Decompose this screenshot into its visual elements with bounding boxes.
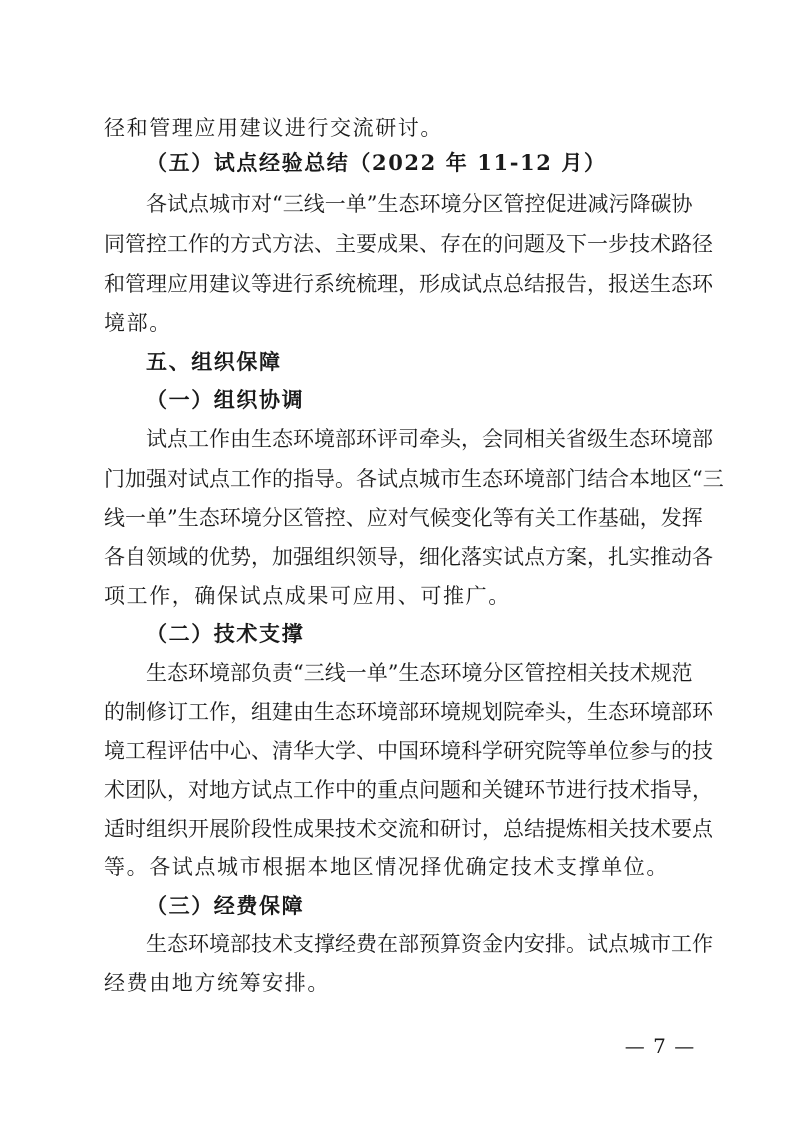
- chapter-heading-organization: 五、组织保障: [146, 349, 282, 374]
- paragraph-line: 门加强对试点工作的指导。各试点城市生态环境部门结合本地区“三: [104, 467, 724, 491]
- paragraph-line: 术团队，对地方试点工作中的重点问题和关键环节进行技术指导，: [104, 778, 713, 802]
- paragraph-line: 境部。: [104, 311, 172, 335]
- paragraph-line: 的制修订工作，组建由生态环境部环境规划院牵头，生态环境部环: [104, 700, 713, 724]
- section-heading-coordination: （一）组织协调: [146, 387, 305, 412]
- section-heading-pilot-summary: （五）试点经验总结（2022 年 11-12 月）: [146, 150, 607, 175]
- page-number: — 7 —: [624, 1034, 696, 1058]
- paragraph-line: 等。各试点城市根据本地区情况择优确定技术支撑单位。: [104, 855, 669, 879]
- paragraph-line: 和管理应用建议等进行系统梳理，形成试点总结报告，报送生态环: [104, 272, 713, 296]
- paragraph-line: 境工程评估中心、清华大学、中国环境科学研究院等单位参与的技: [104, 739, 713, 763]
- paragraph-line: 同管控工作的方式方法、主要成果、存在的问题及下一步技术路径: [104, 232, 713, 256]
- paragraph-line: 试点工作由生态环境部环评司牵头，会同相关省级生态环境部: [146, 427, 713, 451]
- section-heading-tech-support: （二）技术支撑: [146, 621, 305, 646]
- paragraph-line: 适时组织开展阶段性成果技术交流和研讨，总结提炼相关技术要点: [104, 817, 713, 841]
- section-heading-funding: （三）经费保障: [146, 893, 305, 918]
- paragraph-line: 经费由地方统筹安排。: [104, 971, 330, 995]
- paragraph-line: 各自领域的优势，加强组织领导，细化落实试点方案，扎实推动各: [104, 545, 713, 569]
- paragraph-line: 项工作，确保试点成果可应用、可推广。: [104, 584, 511, 608]
- paragraph-line: 生态环境部负责“三线一单”生态环境分区管控相关技术规范: [146, 661, 693, 685]
- paragraph-line: 生态环境部技术支撑经费在部预算资金内安排。试点城市工作: [146, 932, 713, 956]
- paragraph-line: 径和管理应用建议进行交流研讨。: [104, 116, 443, 140]
- paragraph-line: 线一单”生态环境分区管控、应对气候变化等有关工作基础，发挥: [104, 506, 703, 530]
- paragraph-line: 各试点城市对“三线一单”生态环境分区管控促进减污降碳协: [146, 192, 693, 216]
